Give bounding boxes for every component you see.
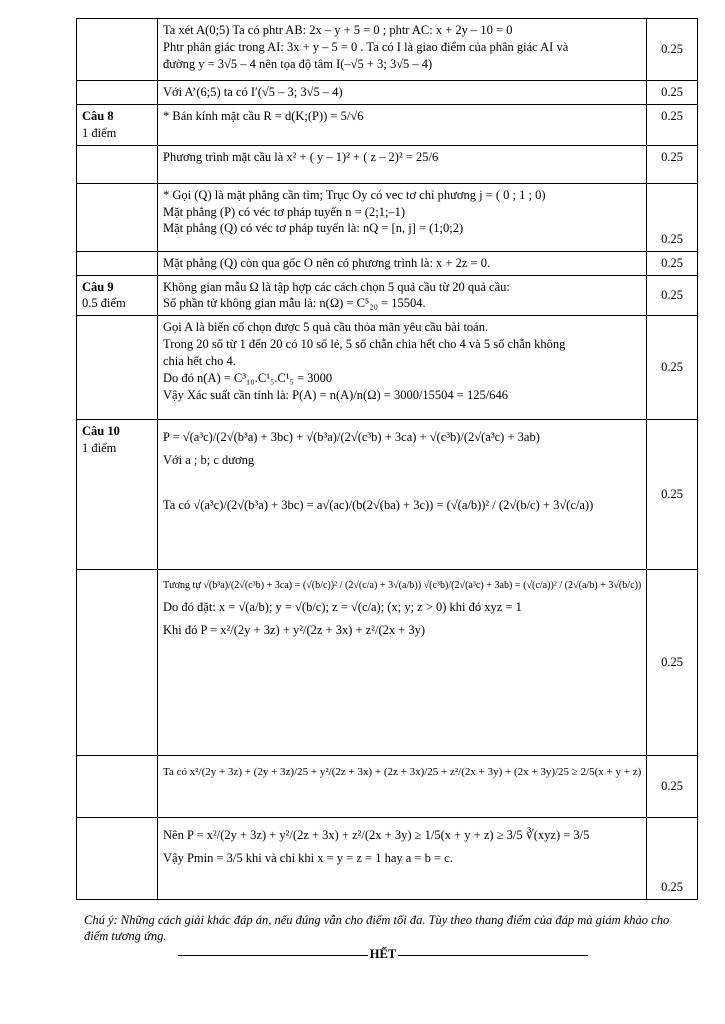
solution-line: Ta có x²/(2y + 3z) + (2y + 3z)/25 + y²/(2z + 3x) + (2z + 3x)/25 + z²/(2x + 3y) + (2x + 3y)/25 ≥ 2/5(x + y + z) bbox=[163, 766, 642, 779]
question-label: Câu 10 bbox=[82, 424, 120, 439]
table-row bbox=[77, 275, 698, 316]
score-cell: 0.25 bbox=[647, 756, 698, 818]
score-cell: 0.25 bbox=[647, 104, 698, 145]
solution-cell bbox=[158, 756, 647, 818]
solution-line: Trong 20 số từ 1 đến 20 có 10 số lẻ, 5 số chẵn chia hết cho 4 và 5 số chẵn không bbox=[163, 337, 566, 352]
table-row bbox=[77, 183, 698, 251]
solution-line: Với A’(6;5) ta có I′(√5 – 3; 3√5 – 4) bbox=[163, 85, 343, 99]
table-row bbox=[77, 570, 698, 756]
solution-cell bbox=[158, 145, 647, 183]
solution-line: Ta có √(a³c)/(2√(b³a) + 3bc) = a√(ac)/(b(2√(ba) + 3c)) = (√(a/b))² / (2√(b/c) + 3√(c/a)) bbox=[163, 498, 594, 512]
solution-line: Do đó n(A) = C³₁₀.C¹₅.C¹₅ = 3000 bbox=[163, 370, 333, 385]
question-cell bbox=[77, 420, 158, 570]
solution-line: Do đó đặt: x = √(a/b); y = √(b/c); z = √(c/a); (x; y; z > 0) khi đó xyz = 1 bbox=[163, 599, 522, 614]
solution-line: Gọi A là biến cố chọn được 5 quả cầu thỏa mãn yêu cầu bài toán. bbox=[163, 320, 489, 335]
solution-line: Với a ; b; c dương bbox=[163, 453, 255, 468]
question-cell bbox=[77, 570, 158, 756]
question-cell bbox=[77, 275, 158, 316]
question-label: Câu 9 bbox=[82, 279, 114, 294]
table-row bbox=[77, 145, 698, 183]
solution-cell bbox=[158, 104, 647, 145]
solution-line: * Bán kính mặt cầu R = d(K;(P)) = 5/√6 bbox=[163, 108, 364, 123]
solution-line: chia hết cho 4. bbox=[163, 354, 236, 368]
solution-line: Số phần tử không gian mẫu là: n(Ω) = C⁵₂₀ = 15504. bbox=[163, 296, 426, 311]
solution-line: P = √(a³c)/(2√(b³a) + 3bc) + √(b³a)/(2√(c³b) + 3ca) + √(c³b)/(2√(a³c) + 3ab) bbox=[163, 430, 540, 445]
question-cell bbox=[77, 19, 158, 81]
solution-cell bbox=[158, 818, 647, 900]
solution-cell bbox=[158, 19, 647, 81]
question-cell bbox=[77, 81, 158, 105]
score-cell: 0.25 bbox=[647, 145, 698, 183]
solution-line: Phtr phân giác trong AI: 3x + y – 5 = 0 . Ta có I là giao điểm của phân giác AI và bbox=[163, 39, 569, 54]
solution-cell bbox=[158, 420, 647, 570]
solution-cell bbox=[158, 81, 647, 105]
table-row bbox=[77, 19, 698, 81]
table-row bbox=[77, 251, 698, 275]
solution-cell bbox=[158, 570, 647, 756]
score-cell: 0.25 bbox=[647, 183, 698, 251]
question-cell bbox=[77, 756, 158, 818]
table-row bbox=[77, 81, 698, 105]
solution-line: Vậy Xác suất cần tính là: P(A) = n(A)/n(Ω) = 3000/15504 = 125/646 bbox=[163, 387, 508, 402]
solution-line: Mặt phẳng (Q) còn qua gốc O nên có phương trình là: x + 2z = 0. bbox=[163, 255, 491, 270]
solution-line: Phương trình mặt cầu là x² + ( y – 1)² + ( z – 2)² = 25/6 bbox=[163, 149, 439, 164]
question-points: 1 điểm bbox=[82, 441, 117, 456]
solution-line: Nên P = x²/(2y + 3z) + y²/(2z + 3x) + z²/(2x + 3y) ≥ 1/5(x + y + z) ≥ 3/5 ∛(xyz) = 3/5 bbox=[163, 828, 590, 843]
question-label: Câu 8 bbox=[82, 108, 114, 123]
table-row bbox=[77, 756, 698, 818]
solution-line: * Gọi (Q) là mặt phẳng cần tìm; Trục Oy có vec tơ chỉ phương j = ( 0 ; 1 ; 0) bbox=[163, 187, 546, 202]
table-row bbox=[77, 104, 698, 145]
question-cell bbox=[77, 818, 158, 900]
end-marker: HẾT bbox=[148, 947, 618, 962]
footnote: Chú ý: Những cách giải khác đáp án, nếu đúng vẫn cho điểm tối đa. Tùy theo thang điểm của đáp mà giám khảo cho điểm tương ứng. bbox=[84, 913, 670, 944]
score-cell: 0.25 bbox=[647, 81, 698, 105]
solution-line: đường y = 3√5 – 4 nên tọa độ tâm I(–√5 + 3; 3√5 – 4) bbox=[163, 56, 433, 71]
solution-line: Ta xét A(0;5) Ta có phtr AB: 2x – y + 5 = 0 ; phtr AC: x + 2y – 10 = 0 bbox=[163, 23, 513, 37]
score-cell: 0.25 bbox=[647, 251, 698, 275]
question-points: 1 điểm bbox=[82, 125, 117, 140]
question-cell bbox=[77, 183, 158, 251]
solution-line: Mặt phẳng (Q) có véc tơ pháp tuyến là: nQ = [n, j] = (1;0;2) bbox=[163, 221, 464, 236]
table-row bbox=[77, 818, 698, 900]
solution-line: Khi đó P = x²/(2y + 3z) + y²/(2z + 3x) + z²/(2x + 3y) bbox=[163, 622, 426, 637]
solution-line: Vậy Pmin = 3/5 khi và chỉ khi x = y = z = 1 hay a = b = c. bbox=[163, 851, 453, 866]
table-row bbox=[77, 420, 698, 570]
solution-cell bbox=[158, 183, 647, 251]
solution-line: Mặt phẳng (P) có véc tơ pháp tuyến n = (2;1;–1) bbox=[163, 204, 406, 219]
score-cell: 0.25 bbox=[647, 420, 698, 570]
question-points: 0.5 điểm bbox=[82, 296, 126, 311]
solution-cell bbox=[158, 251, 647, 275]
score-cell: 0.25 bbox=[647, 19, 698, 81]
answer-key-table bbox=[76, 18, 698, 900]
question-cell bbox=[77, 316, 158, 420]
score-cell: 0.25 bbox=[647, 316, 698, 420]
score-cell: 0.25 bbox=[647, 275, 698, 316]
score-cell: 0.25 bbox=[647, 818, 698, 900]
question-cell bbox=[77, 145, 158, 183]
table-row bbox=[77, 316, 698, 420]
solution-line: Không gian mẫu Ω là tập hợp các cách chọn 5 quả cầu từ 20 quả cầu: bbox=[163, 279, 510, 294]
question-cell bbox=[77, 251, 158, 275]
solution-cell bbox=[158, 316, 647, 420]
score-cell: 0.25 bbox=[647, 570, 698, 756]
question-cell bbox=[77, 104, 158, 145]
solution-line: Tương tự √(b³a)/(2√(c³b) + 3ca) = (√(b/c))² / (2√(c/a) + 3√(a/b)) √(c³b)/(2√(a³c) + 3ab) = (√(c/a))² / (2√(a/b) + 3√(b/c)) bbox=[163, 580, 642, 592]
solution-cell bbox=[158, 275, 647, 316]
